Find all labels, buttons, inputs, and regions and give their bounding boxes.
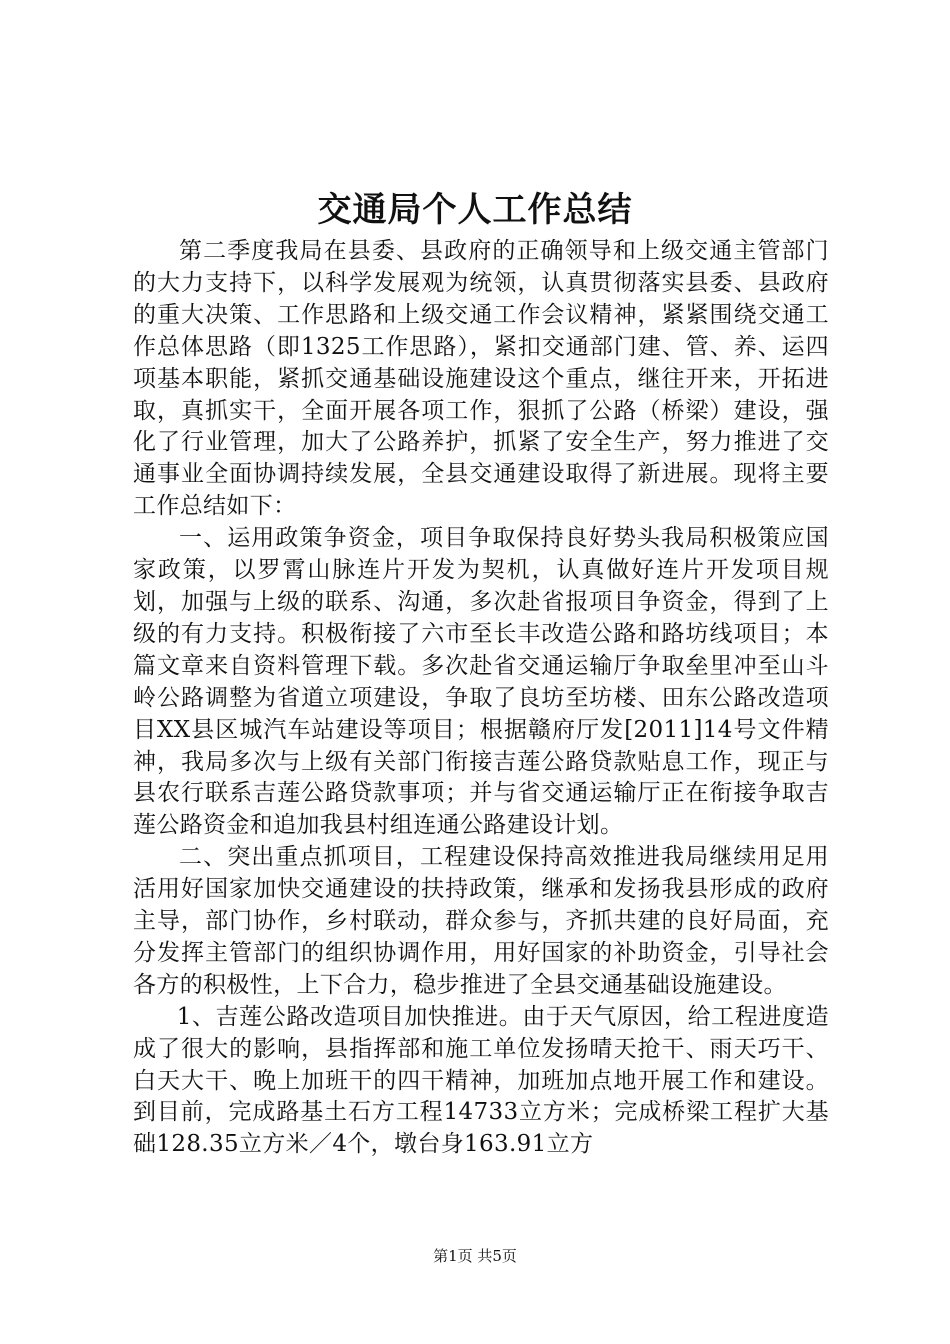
page-footer: 第1页 共5页 <box>433 1247 517 1265</box>
document-title: 交通局个人工作总结 <box>317 190 633 230</box>
paragraph-intro: 第二季度我局在县委、县政府的正确领导和上级交通主管部门的大力支持下，以科学发展观为统领，认真贯彻落实县委、县政府的重大决策、工作思路和上级交通工作会议精神，紧紧围绕交通工作总体思路（即1325工作思路），紧扣交通部门建、管、养、运四项基本职能，紧抓交通基础设施建设这个重点，继往开来，开拓进取，真抓实干，全面开展各项工作，狠抓了公路（桥梁）建设，强化了行业管理，加大了公路养护，抓紧了安全生产，努力推进了交通事业全面协调持续发展，全县交通建设取得了新进展。现将主要工作总结如下： <box>133 238 829 520</box>
paragraph-section-1: 一、运用政策争资金，项目争取保持良好势头我局积极策应国家政策，以罗霄山脉连片开发为契机，认真做好连片开发项目规划，加强与上级的联系、沟通，多次赴省报项目争资金，得到了上级的有力支持。积极衔接了六市至长丰改造公路和路坊线项目；本篇文章来自资料管理下载。多次赴省交通运输厅争取垒里冲至山斗岭公路调整为省道立项建设，争取了良坊至坊楼、田东公路改造项目XX县区城汽车站建设等项目；根据赣府厅发[2011]14号文件精神，我局多次与上级有关部门衔接吉莲公路贷款贴息工作，现正与县农行联系吉莲公路贷款事项；并与省交通运输厅正在衔接争取吉莲公路资金和追加我县村组连通公路建设计划。 <box>133 525 829 839</box>
document-body <box>133 236 829 1161</box>
paragraph-item-1: 1、吉莲公路改造项目加快推进。由于天气原因，给工程进度造成了很大的影响，县指挥部和施工单位发扬晴天抢干、雨天巧干、白天大干、晚上加班干的四干精神，加班加点地开展工作和建设。到目前，完成路基土石方工程14733立方米；完成桥梁工程扩大基础128.35立方米／4个，墩台身163.91立方 <box>133 1003 829 1158</box>
paragraph-section-2: 二、突出重点抓项目，工程建设保持高效推进我局继续用足用活用好国家加快交通建设的扶持政策，继承和发扬我县形成的政府主导，部门协作，乡村联动，群众参与，齐抓共建的良好局面，充分发挥主管部门的组织协调作用，用好国家的补助资金，引导社会各方的积极性，上下合力，稳步推进了全县交通基础设施建设。 <box>133 844 829 998</box>
